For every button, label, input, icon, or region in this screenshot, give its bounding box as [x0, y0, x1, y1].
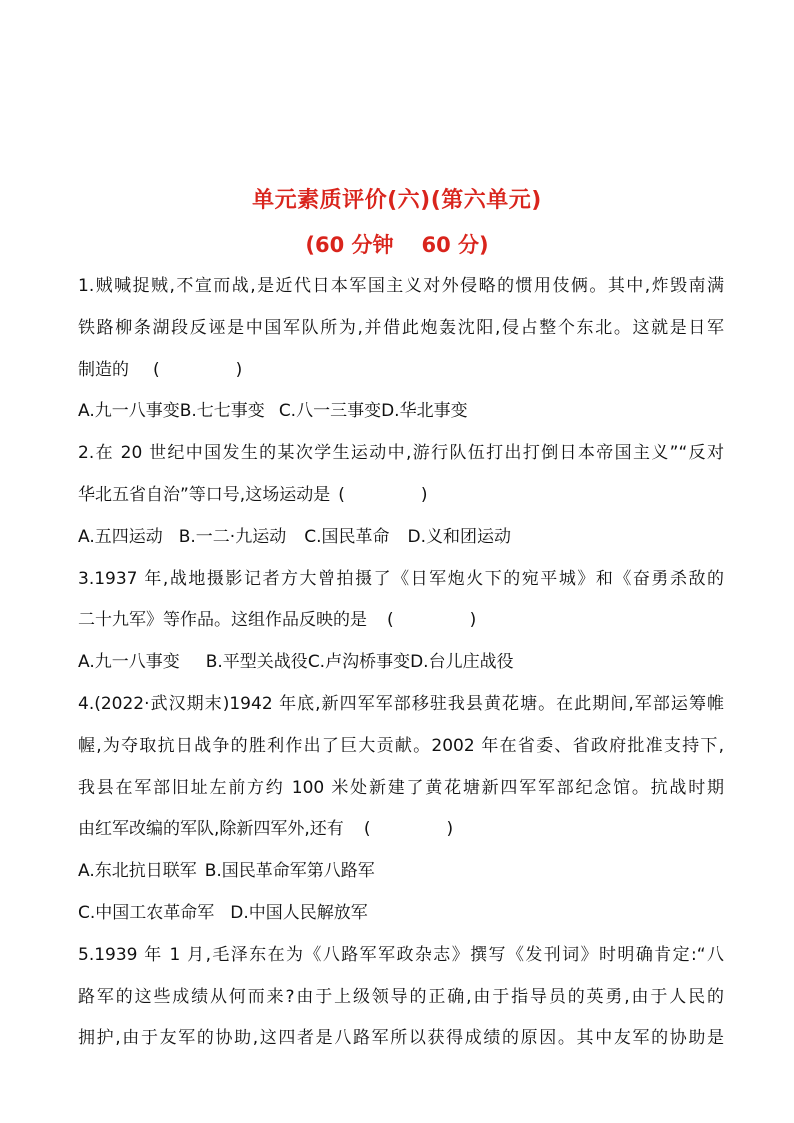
question-2 — [78, 433, 724, 558]
score-label: 60 分) — [421, 233, 489, 257]
question-2-line-1: 2.在 20 世纪中国发生的某次学生运动中,游行队伍打出打倒日本帝国主义”“反对 — [78, 443, 724, 464]
question-2-options — [78, 517, 724, 559]
question-3 — [78, 559, 724, 684]
option-c[interactable]: C.国民革命 — [304, 526, 390, 547]
option-d[interactable]: D.中国人民解放军 — [230, 902, 368, 923]
option-c[interactable]: C.卢沟桥事变 — [307, 652, 411, 673]
option-a[interactable]: A.九一八事变 — [78, 401, 180, 422]
option-d[interactable]: D.台儿庄战役 — [410, 652, 514, 673]
option-b[interactable]: B.一二·九运动 — [178, 526, 287, 547]
question-4-line-1: 4.(2022·武汉期末)1942 年底,新四军军部移驻我县黄花塘。在此期间,军部运筹帷 — [78, 693, 724, 714]
option-a[interactable]: A.五四运动 — [78, 526, 163, 547]
question-1-line-3-text: 制造的 — [78, 359, 129, 380]
question-3-line-1: 3.1937 年,战地摄影记者方大曾拍摄了《日军炮火下的宛平城》和《奋勇杀敌的 — [78, 568, 724, 589]
question-3-options — [78, 642, 724, 684]
option-b[interactable]: B.国民革命军第八路军 — [204, 861, 375, 882]
question-1-options — [78, 391, 724, 433]
answer-blank: ( ) — [153, 359, 257, 380]
answer-blank: ( ) — [363, 819, 468, 840]
option-c[interactable]: C.八一三事变 — [278, 401, 382, 422]
question-1 — [78, 266, 724, 433]
option-b[interactable]: B.七七事变 — [179, 401, 265, 422]
question-2-line-2-text: 华北五省自治”等口号,这场运动是 — [78, 484, 331, 505]
answer-blank: ( ) — [387, 610, 491, 631]
option-a[interactable]: A.九一八事变 — [78, 652, 180, 673]
question-5-line-3: 拥护,由于友军的协助,这四者是八路军所以获得成绩的原因。其中友军的协助是 — [78, 1028, 724, 1049]
question-4 — [78, 684, 724, 935]
option-c[interactable]: C.中国工农革命军 — [78, 902, 215, 923]
question-3-line-2 — [78, 600, 724, 642]
question-4-line-4-text: 由红军改编的军队,除新四军外,还有 — [78, 819, 344, 840]
question-1-line-3 — [78, 350, 724, 392]
page-title: 单元素质评价(六)(第六单元) — [252, 188, 542, 213]
question-5-line-2: 路军的这些成绩从何而来?由于上级领导的正确,由于指导员的英勇,由于人民的 — [78, 986, 724, 1007]
exam-subtitle — [0, 229, 794, 259]
question-4-options-row-1 — [78, 851, 724, 893]
option-d[interactable]: D.华北事变 — [381, 401, 468, 422]
question-5 — [78, 935, 724, 1060]
question-1-line-1: 1.贼喊捉贼,不宣而战,是近代日本军国主义对外侵略的惯用伎俩。其中,炸毁南满 — [78, 276, 724, 296]
question-4-options-row-2 — [78, 893, 724, 935]
time-label: (60 分钟 — [305, 233, 394, 257]
question-4-line-2: 幄,为夺取抗日战争的胜利作出了巨大贡献。2002 年在省委、省政府批准支持下, — [78, 735, 724, 756]
question-5-line-1: 5.1939 年 1 月,毛泽东在为《八路军军政杂志》撰写《发刊词》时明确肯定:“八 — [78, 944, 724, 965]
question-list — [78, 266, 724, 1060]
question-3-line-2-text: 二十九军》等作品。这组作品反映的是 — [78, 610, 367, 631]
option-b[interactable]: B.平型关战役 — [205, 652, 308, 673]
question-2-line-2 — [78, 475, 724, 517]
question-4-line-4 — [78, 809, 724, 851]
option-d[interactable]: D.义和团运动 — [407, 526, 511, 547]
option-a[interactable]: A.东北抗日联军 — [78, 861, 197, 882]
question-4-line-3: 我县在军部旧址左前方约 100 米处新建了黄花塘新四军军部纪念馆。抗战时期 — [78, 777, 724, 798]
answer-blank: ( ) — [338, 484, 442, 505]
question-1-line-2: 铁路柳条湖段反诬是中国军队所为,并借此炮轰沈阳,侵占整个东北。这就是日军 — [78, 317, 724, 338]
